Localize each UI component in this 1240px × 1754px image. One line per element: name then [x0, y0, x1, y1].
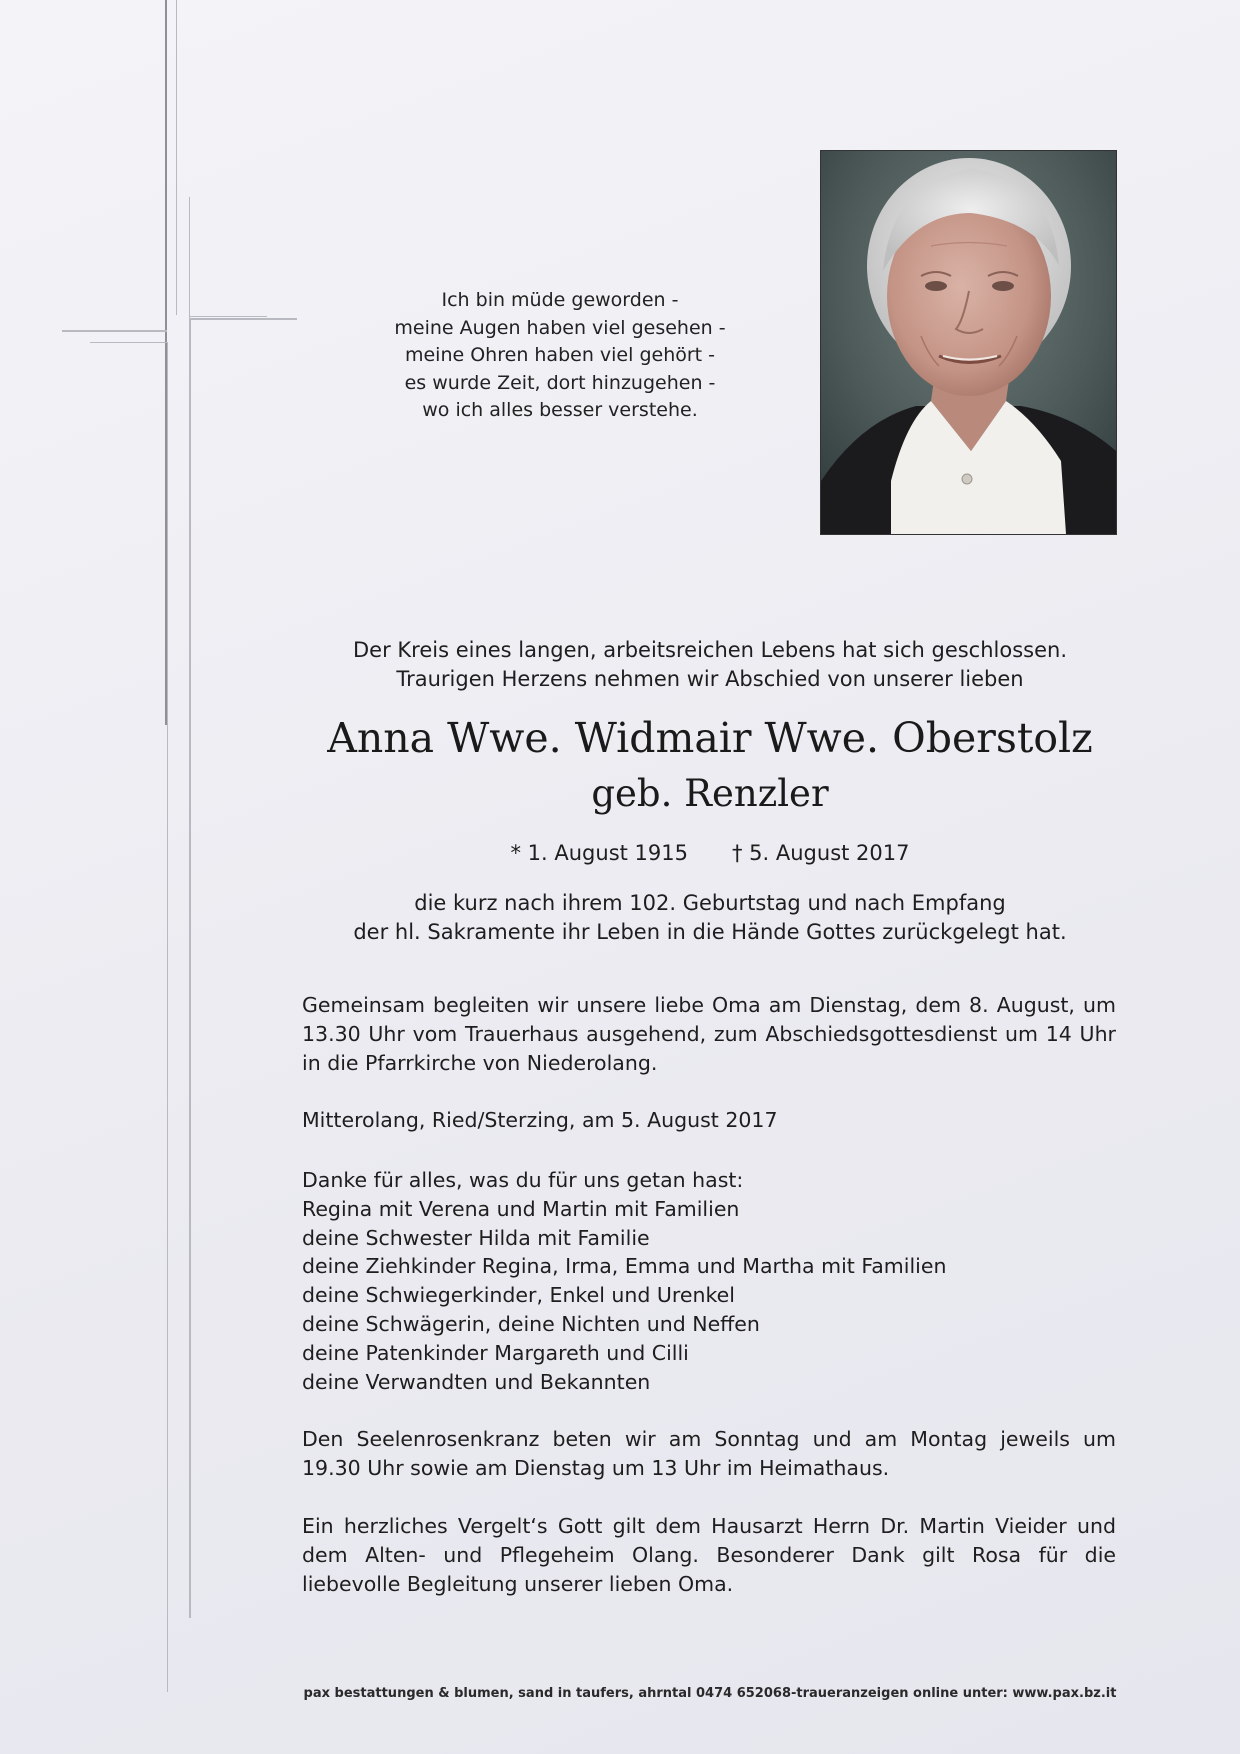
funeral-paragraph: [302, 991, 1116, 1077]
poem-line: es wurde Zeit, dort hinzugehen -: [404, 371, 716, 394]
intro-line: Traurigen Herzens nehmen wir Abschied von unserer lieben: [396, 667, 1024, 691]
rosary-line: Den Seelenrosenkranz beten wir am Sonntag und am Montag jeweils um: [302, 1427, 1116, 1451]
thanks-line: Ein herzliches Vergelt‘s Gott gilt dem Hausarzt Herrn Dr. Martin Vieider und: [302, 1514, 1116, 1538]
cross-icon: [0, 0, 320, 1754]
poem-line: meine Augen haben viel gesehen -: [394, 316, 726, 339]
place-date: [302, 1106, 1116, 1135]
mourners-list: [302, 1166, 1116, 1396]
poem: [330, 287, 790, 425]
rosary-paragraph: [302, 1425, 1116, 1483]
rosary-line: 19.30 Uhr sowie am Dienstag um 13 Uhr im Heimathaus.: [302, 1455, 890, 1480]
birth-name: geb. Renzler: [591, 772, 829, 815]
passing-text: [300, 889, 1120, 947]
portrait-photo: [820, 150, 1117, 535]
intro-text: [300, 636, 1120, 694]
thanks-paragraph: [302, 1512, 1116, 1598]
place-date-line: Mitterolang, Ried/Sterzing, am 5. August 2017: [302, 1108, 778, 1132]
passing-line: die kurz nach ihrem 102. Geburtstag und nach Empfang: [414, 891, 1006, 915]
funeral-line: in die Pfarrkirche von Niederolang.: [302, 1050, 658, 1075]
thanks-line: liebevolle Begleitung unserer lieben Oma.: [302, 1571, 734, 1596]
life-dates: [300, 838, 1120, 868]
poem-line: wo ich alles besser verstehe.: [422, 399, 698, 421]
funeral-line: Gemeinsam begleiten wir unsere liebe Oma am Dienstag, dem 8. August, um: [302, 993, 1116, 1017]
birth-date: * 1. August 1915: [510, 841, 688, 865]
deceased-name: Anna Wwe. Widmair Wwe. Oberstolz: [327, 714, 1093, 762]
intro-line: Der Kreis eines langen, arbeitsreichen Lebens hat sich geschlossen.: [352, 638, 1068, 662]
mourners-line: deine Patenkinder Margareth und Cilli: [302, 1340, 689, 1365]
death-date: † 5. August 2017: [732, 841, 910, 865]
mourners-line: deine Schwiegerkinder, Enkel und Urenkel: [302, 1283, 735, 1308]
poem-line: meine Ohren haben viel gehört -: [404, 344, 716, 366]
mourners-line: deine Schwägerin, deine Nichten und Neffen: [302, 1311, 760, 1336]
mourners-line: Regina mit Verena und Martin mit Familien: [302, 1196, 740, 1221]
thanks-line: dem Alten- und Pflegeheim Olang. Besonderer Dank gilt Rosa für die: [302, 1542, 1116, 1567]
mourners-line: Danke für alles, was du für uns getan hast:: [302, 1168, 744, 1192]
mourners-line: deine Ziehkinder Regina, Irma, Emma und Martha mit Familien: [302, 1254, 947, 1279]
funeral-line: 13.30 Uhr vom Trauerhaus ausgehend, zum Abschiedsgottesdienst um 14 Uhr: [302, 1021, 1116, 1046]
footer-credit: pax bestattungen & blumen, sand in taufers, ahrntal 0474 652068-traueranzeigen online unter: www.pax.bz.it: [303, 1686, 1117, 1701]
passing-line: der hl. Sakramente ihr Leben in die Hände Gottes zurückgelegt hat.: [353, 920, 1067, 944]
poem-line: Ich bin müde geworden -: [441, 289, 679, 311]
mourners-line: deine Schwester Hilda mit Familie: [302, 1225, 650, 1250]
mourners-line: deine Verwandten und Bekannten: [302, 1369, 651, 1394]
